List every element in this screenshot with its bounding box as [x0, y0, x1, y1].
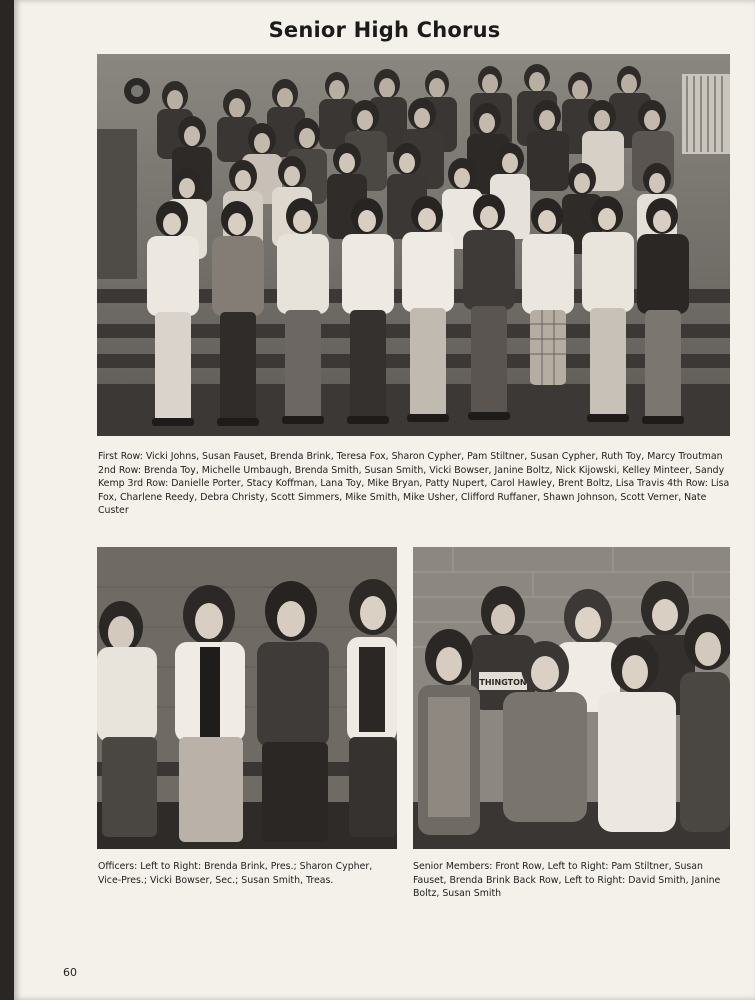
- page-title: Senior High Chorus: [268, 18, 501, 42]
- senior-shirt-text: THINGTON: [479, 678, 527, 687]
- senior-members-photo: [413, 547, 730, 849]
- page-number: 60: [63, 966, 77, 979]
- group-photo-caption: First Row: Vicki Johns, Susan Fauset, Brenda Brink, Teresa Fox, Sharon Cypher, Pam Stiltner, Susan Cypher, Ruth Toy, Marcy Troutman 2nd Row: Brenda Toy, Michelle Umbaugh, Brenda Smith, Susan Smith, Vicki Bowser, Janine Boltz, Nick Kijowski, Kelley Minteer, Sandy Kemp 3rd Row: Danielle Porter, Stacy Koffman, Lana Toy, Mike Bryan, Patty Nupert, Carol Hawley, Brent Boltz, Lisa Travis 4th Row: Lisa Fox, Charlene Reedy, Debra Christy, Scott Simmers, Mike Smith, Mike Usher, Clifford Ruffaner, Shawn Johnson, Scott Verner, Nate Custer: [98, 451, 730, 517]
- senior-members-caption: Senior Members: Front Row, Left to Right: Pam Stiltner, Susan Fauset, Brenda Brink Back Row, Left to Right: David Smith, Janine Boltz, Susan Smith: [413, 861, 721, 900]
- group-people-front-row: [147, 194, 689, 426]
- officers-photo: [97, 547, 397, 849]
- officers-caption: Officers: Left to Right: Brenda Brink, Pres.; Sharon Cypher, Vice-Pres.; Vicki Bowser, Sec.; Susan Smith, Treas.: [98, 861, 373, 886]
- group-photo: [97, 54, 730, 436]
- yearbook-page: [14, 0, 755, 1000]
